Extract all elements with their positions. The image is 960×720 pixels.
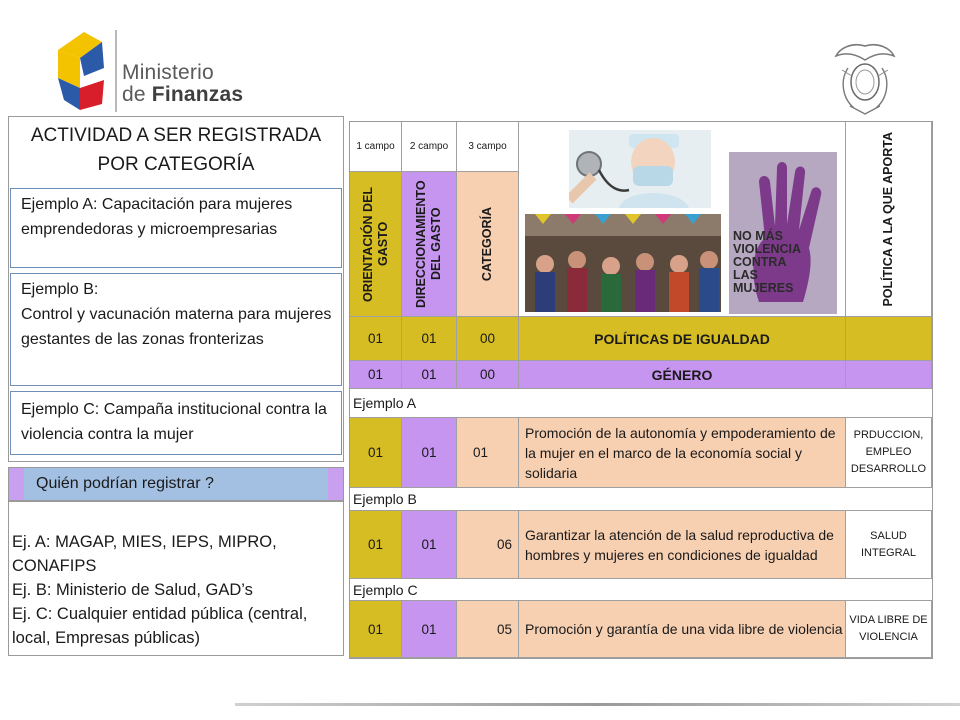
example-a-text: Ejemplo A: Capacitación para mujeres emprendedoras y microempresarias (21, 196, 293, 238)
politica-header (846, 122, 932, 317)
categoria-header (457, 172, 519, 317)
example-c-text: Ejemplo C: Campaña institucional contra la violencia contra la mujer (21, 401, 327, 443)
who-header: Quién podrían registrar ? (24, 468, 328, 500)
igualdad-c1: 01 (350, 317, 402, 361)
row-a-pol: PRDUCCION, EMPLEO DESARROLLO (846, 418, 932, 488)
row-b-c1: 01 (350, 511, 402, 579)
igualdad-pol (846, 317, 932, 361)
row-b-pol: SALUD INTEGRAL (846, 511, 932, 579)
example-a-box (10, 188, 342, 268)
logo-text (122, 62, 243, 106)
violence-poster-photo (729, 152, 837, 314)
row-c-c2: 01 (402, 601, 457, 658)
crowd-photo (525, 214, 721, 312)
who-item-b: Ej. B: Ministerio de Salud, GAD’s (12, 581, 253, 599)
ejemplo-b-row: Ejemplo B (350, 488, 932, 511)
example-b-label: Ejemplo B: (21, 281, 99, 298)
row-a-c3: 01 (457, 418, 519, 488)
direccionamiento-label: DIRECCIONAMIENTO DEL GASTO (414, 180, 443, 308)
genero-desc: GÉNERO (519, 361, 846, 389)
campo-2-header: 2 campo (402, 122, 457, 172)
row-b-desc: Garantizar la atención de la salud reproductiva de hombres y mujeres en condiciones de igualdad (519, 511, 846, 579)
genero-c2: 01 (402, 361, 457, 389)
igualdad-desc: POLÍTICAS DE IGUALDAD (519, 317, 846, 361)
logo-line2: Finanzas (151, 83, 244, 106)
category-table (349, 121, 933, 659)
row-a-c1: 01 (350, 418, 402, 488)
row-c-c3: 05 (457, 601, 519, 658)
activity-panel-title: ACTIVIDAD A SER REGISTRADA POR CATEGORÍA (30, 125, 322, 175)
national-seal-icon (830, 40, 900, 116)
categoria-label: CATEGORÍA (480, 206, 494, 282)
row-c-desc: Promoción y garantía de una vida libre de violencia (519, 601, 846, 658)
example-b-box (10, 273, 342, 386)
genero-pol (846, 361, 932, 389)
footer-divider (235, 703, 960, 706)
igualdad-c2: 01 (402, 317, 457, 361)
genero-c1: 01 (350, 361, 402, 389)
poster-text: NO MÁS VIOLENCIA CONTRA LAS MUJERES (733, 229, 801, 295)
example-c-box (10, 391, 342, 455)
direccionamiento-header (402, 172, 457, 317)
row-a-desc: Promoción de la autonomía y empoderamiento de la mujer en el marco de la economía social y solidaria (519, 418, 846, 488)
row-a-c2: 01 (402, 418, 457, 488)
example-b-text: Control y vacunación materna para mujeres gestantes de las zonas fronterizas (21, 306, 332, 348)
orientacion-label: ORIENTACIÓN DEL GASTO (360, 186, 390, 302)
genero-c3: 00 (457, 361, 519, 389)
row-c-pol: VIDA LIBRE DE VIOLENCIA (846, 601, 932, 658)
ejemplo-c-row: Ejemplo C (350, 579, 932, 601)
who-list (12, 530, 342, 650)
ejemplo-a-row: Ejemplo A (350, 389, 932, 418)
campo-3-header: 3 campo (457, 122, 519, 172)
igualdad-c3: 00 (457, 317, 519, 361)
photo-area (519, 122, 846, 317)
politica-label: POLÍTICA A LA QUE APORTA (881, 131, 895, 307)
who-item-a: Ej. A: MAGAP, MIES, IEPS, MIPRO, CONAFIPS (12, 533, 277, 575)
orientacion-header (350, 172, 402, 317)
logo-prefix: de (122, 83, 152, 106)
logo-line1: Ministerio (122, 61, 214, 84)
who-item-c: Ej. C: Cualquier entidad pública (central, local, Empresas públicas) (12, 605, 308, 647)
row-b-c2: 01 (402, 511, 457, 579)
row-b-c3: 06 (457, 511, 519, 579)
row-c-c1: 01 (350, 601, 402, 658)
nurse-photo (569, 130, 711, 208)
campo-1-header: 1 campo (350, 122, 402, 172)
